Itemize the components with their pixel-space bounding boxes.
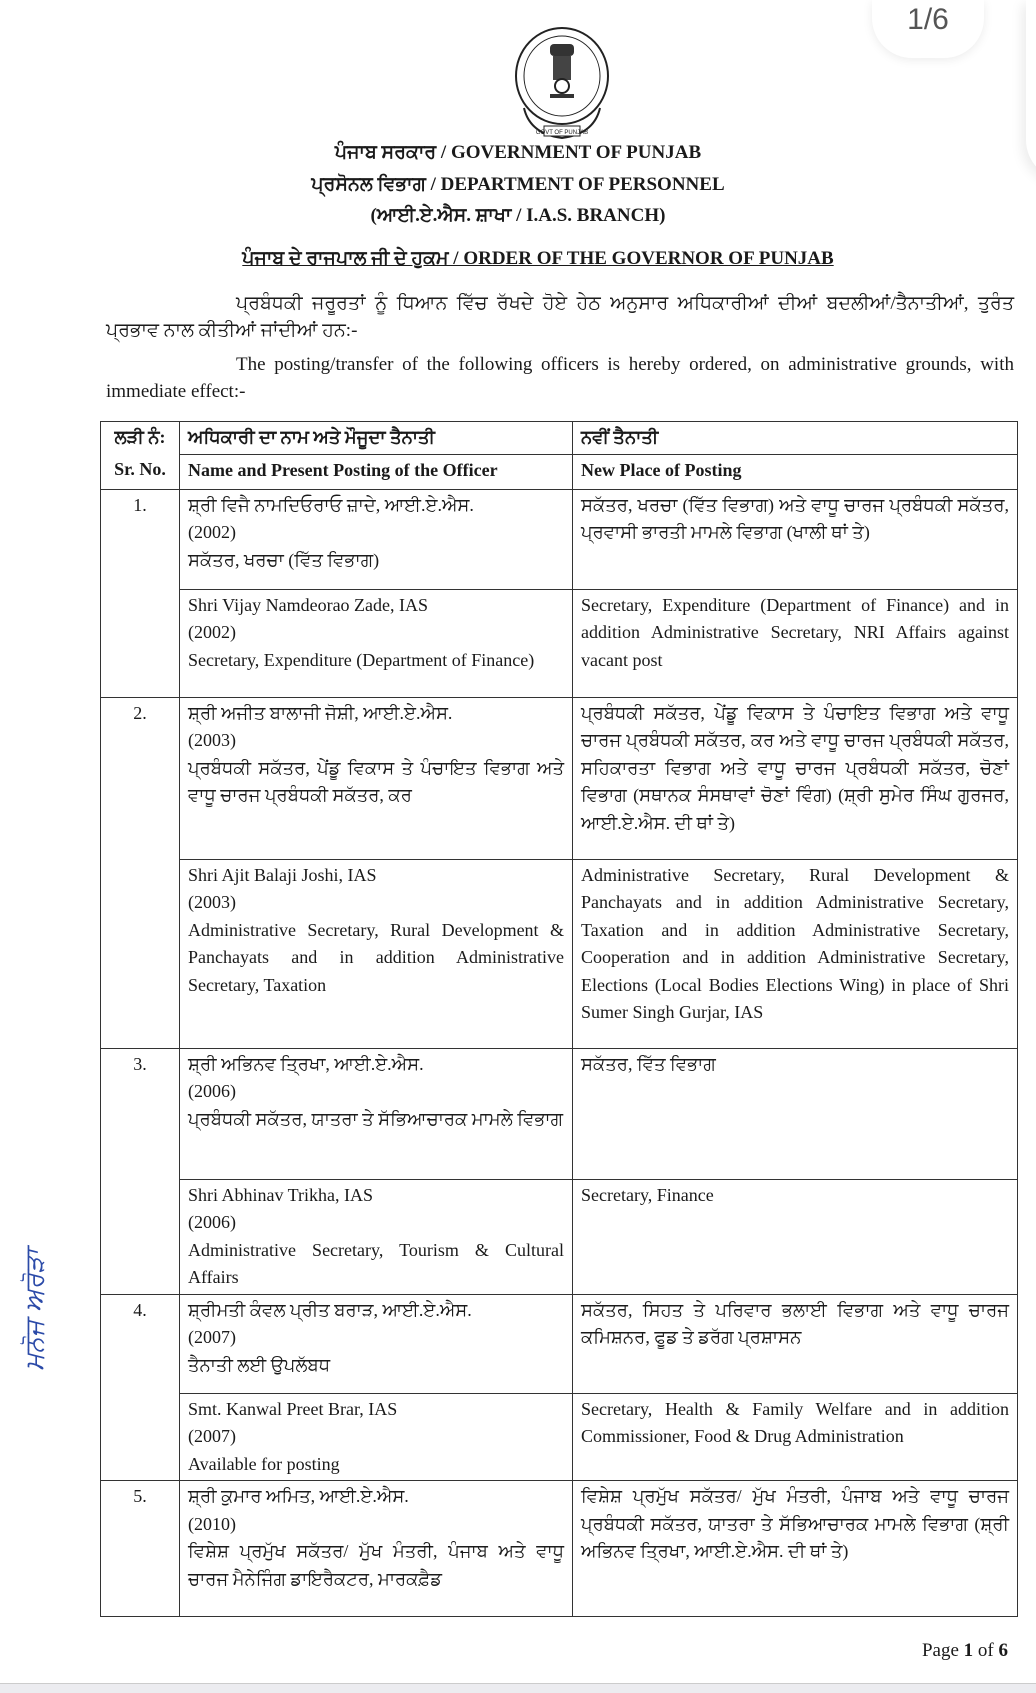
header-new-en: New Place of Posting	[573, 454, 1018, 489]
new-posting-en: Secretary, Finance	[573, 1179, 1018, 1294]
table-header-row	[101, 422, 1018, 455]
header-name-en: Name and Present Posting of the Officer	[180, 454, 573, 489]
present-posting-pa: ਸਕੱਤਰ, ਖਰਚਾ (ਵਿੱਤ ਵਿਭਾਗ)	[188, 549, 380, 570]
order-title	[20, 248, 1036, 270]
header-sr-en: Sr. No.	[101, 454, 180, 489]
table-row	[101, 589, 1018, 697]
header-government: ਪੰਜਾਬ ਸਰਕਾਰ / GOVERNMENT OF PUNJAB	[334, 142, 702, 163]
serial-number: 1.	[101, 489, 180, 589]
serial-number: 2.	[101, 697, 180, 859]
table-row	[101, 859, 1018, 1048]
officer-name-en: Smt. Kanwal Preet Brar, IAS	[188, 1398, 398, 1419]
table-header-row	[101, 454, 1018, 489]
officer-name-pa: ਸ਼੍ਰੀਮਤੀ ਕੰਵਲ ਪ੍ਰੀਤ ਬਰਾੜ, ਆਈ.ਏ.ਐਸ.	[188, 1299, 472, 1320]
new-posting-pa: ਸਕੱਤਰ, ਸਿਹਤ ਤੇ ਪਰਿਵਾਰ ਭਲਾਈ ਵਿਭਾਗ ਅਤੇ ਵਾਧੂ ਚਾਰਜ ਕਮਿਸ਼ਨਰ, ਫੂਡ ਤੇ ਡਰੱਗ ਪ੍ਰਸ਼ਾਸਨ	[573, 1294, 1018, 1393]
new-posting-pa: ਪ੍ਰਬੰਧਕੀ ਸਕੱਤਰ, ਪੇਂਡੂ ਵਿਕਾਸ ਤੇ ਪੰਚਾਇਤ ਵਿਭਾਗ ਅਤੇ ਵਾਧੂ ਚਾਰਜ ਪ੍ਰਬੰਧਕੀ ਸਕੱਤਰ, ਕਰ ਅਤੇ ਵਾਧੂ ਚਾਰਜ ਪ੍ਰਬੰਧਕੀ ਸਕੱਤਰ, ਸਹਿਕਾਰਤਾ ਵਿਭਾਗ ਅਤੇ ਵਾਧੂ ਚਾਰਜ ਪ੍ਰਬੰਧਕੀ ਸਕੱਤਰ, ਚੋਣਾਂ ਵਿਭਾਗ (ਸਥਾਨਕ ਸੰਸਥਾਵਾਂ ਚੋਣਾਂ ਵਿੰਗ) (ਸ਼੍ਰੀ ਸੁਮੇਰ ਸਿੰਘ ਗੁਰਜਰ, ਆਈ.ਏ.ਐਸ. ਦੀ ਥਾਂ ਤੇ)	[573, 697, 1018, 859]
new-posting-pa: ਸਕੱਤਰ, ਵਿੱਤ ਵਿਭਾਗ	[573, 1048, 1018, 1179]
new-posting-en: Secretary, Expenditure (Department of Finance) and in addition Administrative Secretary, NRI Affairs against vacant post	[573, 589, 1018, 697]
officer-name-pa: ਸ਼੍ਰੀ ਵਿਜੈ ਨਾਮਦਿਓਰਾਓ ਜ਼ਾਦੇ, ਆਈ.ਏ.ਐਸ.	[188, 494, 474, 515]
serial-number: 3.	[101, 1048, 180, 1179]
officer-name-en: Shri Abhinav Trikha, IAS	[188, 1184, 374, 1205]
table-row	[101, 1048, 1018, 1179]
serial-number: 5.	[101, 1481, 180, 1617]
present-posting-en: Administrative Secretary, Tourism & Cultural Affairs	[188, 1239, 564, 1287]
officer-name-en: Shri Ajit Balaji Joshi, IAS	[188, 864, 377, 885]
batch: (2002)	[188, 522, 236, 542]
batch: (2010)	[188, 1513, 236, 1534]
header-department: ਪ੍ਰਸੋਨਲ ਵਿਭਾਗ / DEPARTMENT OF PERSONNEL	[311, 174, 725, 195]
new-posting-en: Secretary, Health & Family Welfare and in addition Commissioner, Food & Drug Administration	[573, 1393, 1018, 1481]
seal-text: GOVT OF PUNJAB	[535, 130, 589, 136]
header-branch: (ਆਈ.ਏ.ਐਸ. ਸ਼ਾਖਾ / I.A.S. BRANCH)	[370, 205, 666, 226]
table-row	[101, 1481, 1018, 1617]
intro-punjabi: ਪ੍ਰਬੰਧਕੀ ਜਰੂਰਤਾਂ ਨੂੰ ਧਿਆਨ ਵਿੱਚ ਰੱਖਦੇ ਹੋਏ ਹੇਠ ਅਨੁਸਾਰ ਅਧਿਕਾਰੀਆਂ ਦੀਆਂ ਬਦਲੀਆਂ/ਤੈਨਾਤੀਆਂ, ਤੁਰੰਤ ਪ੍ਰਭਾਵ ਨਾਲ ਕੀਤੀਆਂ ਜਾਂਦੀਆਂ ਹਨ:-	[106, 293, 1014, 341]
batch: (2002)	[188, 622, 236, 642]
present-posting-pa: ਪ੍ਰਬੰਧਕੀ ਸਕੱਤਰ, ਯਾਤਰਾ ਤੇ ਸੱਭਿਆਚਾਰਕ ਮਾਮਲੇ ਵਿਭਾਗ	[188, 1108, 564, 1129]
page-total: 6	[998, 1640, 1008, 1661]
batch: (2003)	[188, 892, 236, 912]
page-of: of	[977, 1640, 994, 1661]
page-current: 1	[963, 1640, 974, 1661]
table-row	[101, 697, 1018, 859]
officer-name-pa: ਸ਼੍ਰੀ ਅਭਿਨਵ ਤ੍ਰਿਖਾ, ਆਈ.ਏ.ਐਸ.	[188, 1053, 424, 1074]
intro-english: The posting/transfer of the following officers is hereby ordered, on administrative grounds, with immediate effect:-	[106, 354, 1014, 402]
table-row	[101, 1393, 1018, 1481]
present-posting-en: Secretary, Expenditure (Department of Finance)	[188, 649, 535, 670]
new-posting-en: Administrative Secretary, Rural Development & Panchayats and in addition Administrative Secretary, Taxation and in addition Administrative Secretary, Cooperation and in addition Administrative Secretary, Elections (Local Bodies Elections Wing) in place of Shri Sumer Singh Gurjar, IAS	[573, 859, 1018, 1048]
officer-name-pa: ਸ਼੍ਰੀ ਅਜੀਤ ਬਾਲਾਜੀ ਜੋਸ਼ੀ, ਆਈ.ਏ.ਐਸ.	[188, 702, 453, 723]
batch: (2006)	[188, 1081, 236, 1101]
batch: (2007)	[188, 1327, 236, 1347]
batch: (2006)	[188, 1212, 236, 1232]
state-emblem-seal-icon	[510, 26, 614, 144]
present-posting-pa: ਵਿਸ਼ੇਸ਼ ਪ੍ਰਮੁੱਖ ਸਕੱਤਰ/ ਮੁੱਖ ਮੰਤਰੀ, ਪੰਜਾਬ ਅਤੇ ਵਾਧੂ ਚਾਰਜ ਮੈਨੇਜਿੰਗ ਡਾਇਰੈਕਟਰ, ਮਾਰਕਫ਼ੈਡ	[188, 1541, 564, 1589]
order-title-text: ਪੰਜਾਬ ਦੇ ਰਾਜਪਾਲ ਜੀ ਦੇ ਹੁਕਮ / ORDER OF THE GOVERNOR OF PUNJAB	[242, 248, 834, 269]
table-row	[101, 1179, 1018, 1294]
page-counter: 1/6	[872, 0, 984, 58]
table-row	[101, 1294, 1018, 1393]
postings-table	[100, 421, 1018, 1617]
officer-name-pa: ਸ਼੍ਰੀ ਕੁਮਾਰ ਅਮਿਤ, ਆਈ.ਏ.ਐਸ.	[188, 1486, 409, 1506]
serial-number: 4.	[101, 1294, 180, 1393]
batch: (2007)	[188, 1426, 236, 1446]
page-number	[922, 1640, 1008, 1662]
page-prefix: Page	[921, 1640, 959, 1661]
new-posting-pa: ਸਕੱਤਰ, ਖਰਚਾ (ਵਿੱਤ ਵਿਭਾਗ) ਅਤੇ ਵਾਧੂ ਚਾਰਜ ਪ੍ਰਬੰਧਕੀ ਸਕੱਤਰ, ਪ੍ਰਵਾਸੀ ਭਾਰਤੀ ਮਾਮਲੇ ਵਿਭਾਗ (ਖਾਲੀ ਥਾਂ ਤੇ)	[573, 489, 1018, 589]
table-row	[101, 489, 1018, 589]
officer-name-en: Shri Vijay Namdeorao Zade, IAS	[188, 594, 429, 615]
handwritten-signature: ਮਨੋਜ ਅਰੋੜਾ	[20, 1249, 50, 1371]
header-new-pa: ਨਵੀਂ ਤੈਨਾਤੀ	[573, 422, 1018, 455]
present-posting-pa: ਤੈਨਾਤੀ ਲਈ ਉਪਲੱਬਧ	[188, 1354, 331, 1375]
present-posting-en: Available for posting	[188, 1453, 340, 1474]
header-sr-pa: ਲੜੀ ਨੰ:	[101, 422, 180, 455]
present-posting-pa: ਪ੍ਰਬੰਧਕੀ ਸਕੱਤਰ, ਪੇਂਡੂ ਵਿਕਾਸ ਤੇ ਪੰਚਾਇਤ ਵਿਭਾਗ ਅਤੇ ਵਾਧੂ ਚਾਰਜ ਪ੍ਰਬੰਧਕੀ ਸਕੱਤਰ, ਕਰ	[188, 757, 564, 805]
present-posting-en: Administrative Secretary, Rural Development & Panchayats and in addition Administrative Secretary, Taxation	[188, 919, 564, 995]
header-name-pa: ਅਧਿਕਾਰੀ ਦਾ ਨਾਮ ਅਤੇ ਮੌਜੂਦਾ ਤੈਨਾਤੀ	[180, 422, 573, 455]
batch: (2003)	[188, 730, 236, 750]
new-posting-pa: ਵਿਸ਼ੇਸ਼ ਪ੍ਰਮੁੱਖ ਸਕੱਤਰ/ ਮੁੱਖ ਮੰਤਰੀ, ਪੰਜਾਬ ਅਤੇ ਵਾਧੂ ਚਾਰਜ ਪ੍ਰਬੰਧਕੀ ਸਕੱਤਰ, ਯਾਤਰਾ ਤੇ ਸੱਭਿਆਚਾਰਕ ਮਾਮਲੇ ਵਿਭਾਗ (ਸ਼੍ਰੀ ਅਭਿਨਵ ਤ੍ਰਿਖਾ, ਆਈ.ਏ.ਐਸ. ਦੀ ਥਾਂ ਤੇ)	[573, 1481, 1018, 1617]
